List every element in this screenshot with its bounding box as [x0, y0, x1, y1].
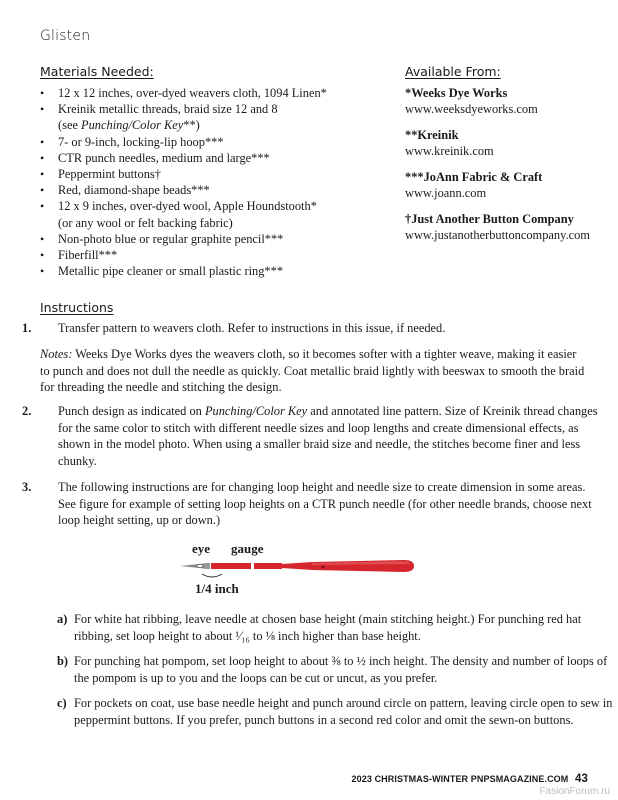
page-footer — [352, 773, 588, 785]
available-section — [405, 64, 605, 243]
sub-step-c: c) For pockets on coat, use base needle height and punch around circle on pattern, leaving circle open to sew in peppermint buttons. If you prefer, punch buttons in a second red color and omit the sewn-on buttons. — [57, 696, 613, 727]
list-item: • Metallic pipe cleaner or small plastic ring*** — [40, 263, 390, 279]
page-number: 43 — [575, 773, 588, 785]
list-item: • Red, diamond-shape beads*** — [40, 182, 390, 198]
vendor-button-company: †Just Another Button Company www.justanotherbuttoncompany.com — [405, 212, 605, 243]
vendor-url[interactable]: www.joann.com — [405, 185, 487, 200]
notes: Notes: Weeks Dye Works dyes the weavers cloth, so it becomes softer with a tighter weave, making it easier to punch and does not dull the needle as quickly. Coat metallic braid lightly with beeswax to smooth the braid for threading the needle and stitching the design. — [40, 347, 585, 395]
gauge-segment — [211, 563, 251, 569]
list-item: • 12 x 9 inches, over-dyed wool, Apple Houndstooth* (or any wool or felt backing fabric) — [40, 198, 390, 230]
vendor-url[interactable]: www.kreinik.com — [405, 143, 494, 158]
list-item: • CTR punch needles, medium and large*** — [40, 150, 390, 166]
list-item: • 12 x 12 inches, over-dyed weavers cloth, 1094 Linen* — [40, 85, 390, 101]
instructions-heading: Instructions — [40, 300, 114, 315]
vendor-kreinik: **Kreinik www.kreinik.com — [405, 128, 605, 159]
footer-issue: 2023 CHRISTMAS-WINTER — [351, 774, 469, 784]
materials-list — [40, 85, 390, 279]
vendor-weeks: *Weeks Dye Works www.weeksdyeworks.com — [405, 86, 605, 117]
gauge-segment — [254, 563, 282, 569]
list-item: • Non-photo blue or regular graphite pencil*** — [40, 231, 390, 247]
sub-step-b: b) For punching hat pompom, set loop height to about ⅜ to ½ inch height. The density and number of loops of the pompom is up to you and the loops can be cut or uncut, as you prefer. — [57, 654, 608, 685]
list-item: • Kreinik metallic threads, braid size 12 and 8 (see Punching/Color Key**) — [40, 101, 390, 133]
punch-needle-figure — [178, 541, 418, 599]
watermark: FasionForum.ru — [539, 786, 610, 797]
measure-label: 1/4 inch — [195, 581, 239, 596]
gauge-ring — [204, 563, 210, 569]
list-item: • Fiberfill*** — [40, 247, 390, 263]
available-heading: Available From: — [405, 64, 501, 79]
measure-bracket — [200, 573, 224, 581]
step-3: 3. The following instructions are for changing loop height and needle size to create dimension in some areas. See figure for example of setting loop heights on a CTR punch needle (for other needle brands, choose next loop height setting, up or down.) — [22, 480, 592, 528]
materials-section — [40, 64, 390, 279]
eye-label: eye — [192, 541, 211, 556]
page-title: Glisten — [40, 28, 91, 44]
gauge-label: gauge — [231, 541, 264, 556]
vendor-url[interactable]: www.justanotherbuttoncompany.com — [405, 227, 590, 242]
vendor-url[interactable]: www.weeksdyeworks.com — [405, 101, 538, 116]
list-item: • 7- or 9-inch, locking-lip hoop*** — [40, 134, 390, 150]
step-1: 1. Transfer pattern to weavers cloth. Refer to instructions in this issue, if needed. — [22, 321, 446, 335]
step-2: 2. Punch design as indicated on Punching/Color Key and annotated line pattern. Size of Kreinik thread changes for the same color to stitch with different needle sizes and loop lengths and create dimensional effects, as shown in the model photo. When using a smaller braid size and needle, the stitches become finer and less chunky. — [22, 404, 598, 468]
needle-eye — [197, 564, 203, 567]
footer-site[interactable]: PNPSMAGAZINE.COM — [470, 774, 569, 784]
sub-step-a: a) For white hat ribbing, leave needle at chosen base height (main stitching height.) For punching red hat ribbing, set loop height to about ¹⁄₁₆ to ⅛ inch higher than base height. — [57, 612, 582, 643]
vendor-joann: ***JoAnn Fabric & Craft www.joann.com — [405, 170, 605, 201]
handle-screw — [322, 566, 325, 569]
materials-heading: Materials Needed: — [40, 64, 154, 79]
list-item: • Peppermint buttons† — [40, 166, 390, 182]
